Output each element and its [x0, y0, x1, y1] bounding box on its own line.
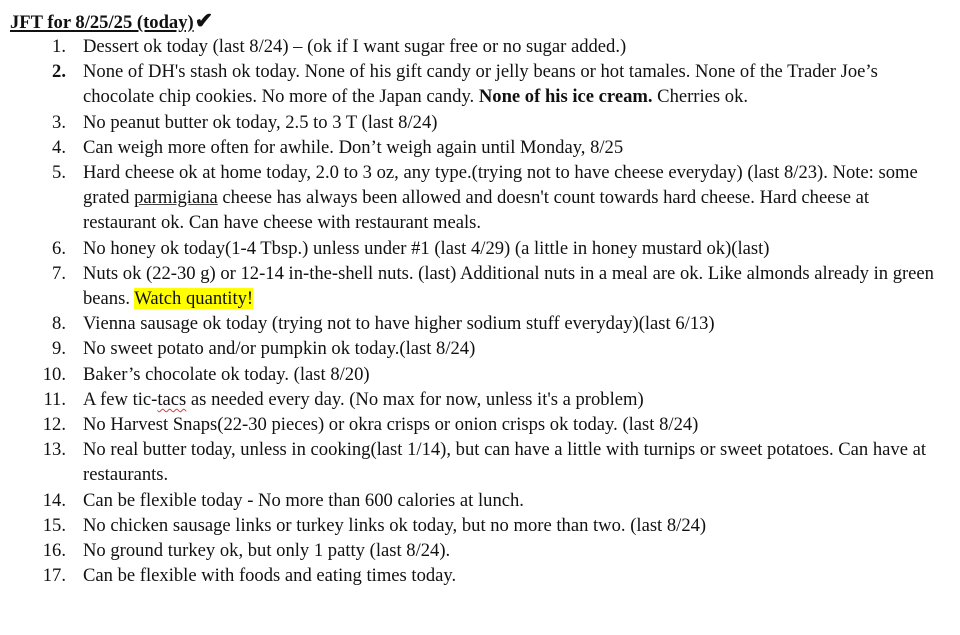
- list-item: [10, 311, 946, 336]
- list-item: [10, 563, 946, 588]
- item-text: No sweet potato and/or pumpkin ok today.(last 8/24): [83, 338, 476, 360]
- item-text: Cherries ok.: [652, 86, 749, 108]
- list-item: [10, 135, 946, 160]
- highlighted-text: Watch quantity!: [134, 288, 254, 310]
- numbered-list: [10, 34, 950, 588]
- item-text: None of DH's stash ok today. None of his gift candy or jelly beans or hot tamales. None of the Trader Joe’s chocolate chip cookies. No more of the Japan candy.: [83, 61, 878, 108]
- item-text: Can weigh more often for awhile. Don’t weigh again until Monday, 8/25: [83, 136, 624, 158]
- list-item: [10, 261, 946, 311]
- item-number: 12.: [42, 414, 66, 436]
- item-number: 14.: [42, 489, 66, 511]
- list-item: [10, 59, 946, 109]
- document-body: [10, 8, 950, 588]
- item-text-underlined: parmigiana: [134, 187, 218, 209]
- list-item: [10, 437, 946, 487]
- item-number: 13.: [42, 439, 66, 461]
- item-number: 4.: [52, 136, 66, 158]
- page-title: JFT for 8/25/25 (today): [10, 12, 194, 33]
- title-line: [10, 8, 950, 33]
- item-number: 10.: [42, 363, 66, 385]
- list-item: [10, 110, 946, 135]
- item-text: Baker’s chocolate ok today. (last 8/20): [83, 363, 370, 385]
- item-text: No Harvest Snaps(22-30 pieces) or okra crisps or onion crisps ok today. (last 8/24): [83, 414, 699, 436]
- item-number: 1.: [52, 36, 66, 57]
- item-text: No honey ok today(1-4 Tbsp.) unless under #1 (last 4/29) (a little in honey mustard ok)(last): [83, 237, 770, 259]
- item-text: Vienna sausage ok today (trying not to have higher sodium stuff everyday)(last 6/13): [83, 313, 715, 335]
- item-number: 9.: [52, 338, 66, 360]
- list-item: [10, 538, 946, 563]
- item-text: No peanut butter ok today, 2.5 to 3 T (last 8/24): [83, 111, 438, 133]
- item-number: 6.: [52, 237, 66, 259]
- list-item: [10, 160, 946, 236]
- item-number: 17.: [42, 565, 66, 587]
- item-number: 8.: [52, 313, 66, 335]
- item-text: Can be flexible today - No more than 600 calories at lunch.: [83, 489, 524, 511]
- item-number: 15.: [42, 514, 66, 536]
- item-text: cheese has always been allowed and doesn't count towards hard cheese. Hard cheese at restaurant ok. Can have cheese with restaurant meals.: [83, 187, 870, 234]
- item-text: as needed every day. (No max for now, unless it's a problem): [186, 388, 644, 410]
- item-number: 11.: [43, 388, 66, 410]
- item-number: 3.: [52, 111, 66, 133]
- item-text: Can be flexible with foods and eating times today.: [83, 565, 457, 587]
- list-item: [10, 336, 946, 361]
- spellcheck-flagged-text: tacs: [157, 388, 187, 410]
- list-item: [10, 362, 946, 387]
- item-number: 2.: [52, 61, 66, 83]
- list-item: [10, 488, 946, 513]
- list-item: [10, 513, 946, 538]
- item-text: No chicken sausage links or turkey links ok today, but no more than two. (last 8/24): [83, 514, 707, 536]
- list-item: [10, 387, 946, 412]
- item-text: Nuts ok (22-30 g) or 12-14 in-the-shell nuts. (last) Additional nuts in a meal are ok. Like almonds already in green beans.: [83, 262, 934, 310]
- item-number: 16.: [42, 540, 66, 562]
- list-item: [10, 236, 946, 261]
- checkmark-icon: ✔: [194, 8, 214, 33]
- item-text-bold: None of his ice cream.: [478, 86, 653, 108]
- item-text: Dessert ok today (last 8/24) – (ok if I want sugar free or no sugar added.): [83, 36, 627, 57]
- list-item: [10, 34, 946, 59]
- list-item: [10, 412, 946, 437]
- item-text: Hard cheese ok at home today, 2.0 to 3 oz, any type.(trying not to have cheese everyday) (last 8/23). Note: some grated: [83, 162, 918, 209]
- item-text: No ground turkey ok, but only 1 patty (last 8/24).: [83, 540, 451, 562]
- item-number: 7.: [52, 262, 66, 284]
- item-text: A few tic-: [83, 388, 158, 410]
- item-number: 5.: [52, 162, 66, 184]
- item-text: No real butter today, unless in cooking(last 1/14), but can have a little with turnips or sweet potatoes. Can have at restaurants.: [83, 439, 927, 486]
